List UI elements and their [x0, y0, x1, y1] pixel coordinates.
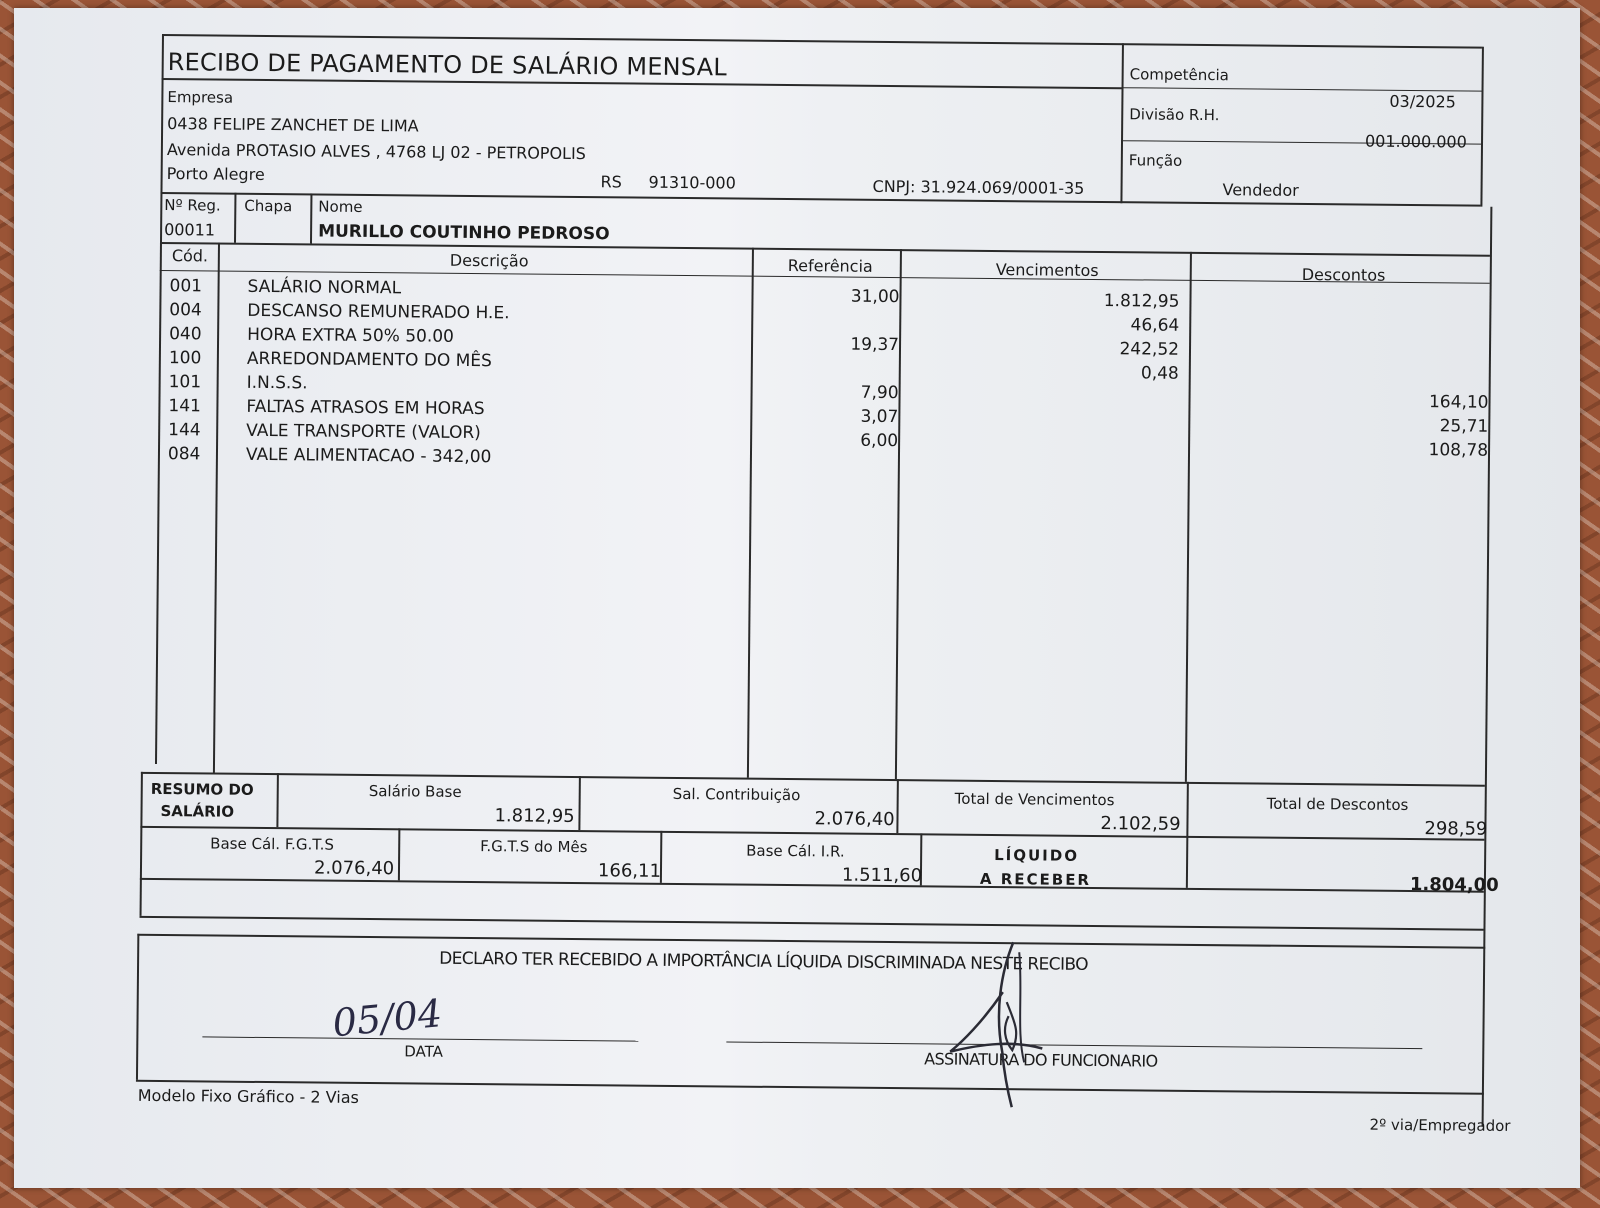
- resumo-label-line1: RESUMO DO: [150, 779, 254, 799]
- empresa-endereco: Avenida PROTASIO ALVES , 4768 LJ 02 - PETROPOLIS: [166, 140, 586, 164]
- liquido-value: 1.804,00: [1409, 874, 1499, 896]
- rule: [310, 193, 312, 243]
- row-descontos: 108,78: [1428, 440, 1489, 461]
- funcionario-nome: MURILLO COUTINHO PEDROSO: [318, 221, 610, 245]
- payslip-paper: [14, 8, 1580, 1188]
- row-referencia: 3,07: [860, 406, 899, 428]
- row-descontos: 25,71: [1439, 416, 1489, 437]
- col-header-descontos: Descontos: [1301, 264, 1386, 285]
- row-descricao: DESCANSO REMUNERADO H.E.: [247, 300, 510, 324]
- row-cod: 084: [167, 444, 201, 465]
- rule: [896, 779, 899, 833]
- empresa-cep: 91310-000: [648, 172, 736, 193]
- funcao-label: Função: [1128, 151, 1183, 170]
- row-descricao: FALTAS ATRASOS EM HORAS: [246, 396, 485, 420]
- rule: [140, 916, 1484, 931]
- chapa-label: Chapa: [244, 196, 293, 216]
- row-referencia: 31,00: [850, 286, 900, 308]
- declaracao-texto: DECLARO TER RECEBIDO A IMPORTÂNCIA LÍQUIDA DISCRIMINADA NESTE RECIBO: [439, 948, 1089, 975]
- total-vencimentos-value: 2.102,59: [1100, 813, 1181, 835]
- row-cod: 101: [168, 372, 202, 393]
- total-descontos-value: 298,59: [1424, 818, 1488, 840]
- base-ir-label: Base Cál. I.R.: [746, 841, 845, 861]
- row-descontos: 164,10: [1428, 392, 1489, 413]
- via-footer: 2º via/Empregador: [1369, 1115, 1511, 1135]
- rule: [137, 934, 1485, 949]
- rule: [160, 242, 1490, 257]
- empresa-label: Empresa: [167, 88, 234, 107]
- rule: [140, 772, 143, 916]
- base-ir-value: 1.511,60: [841, 864, 923, 887]
- row-descricao: VALE TRANSPORTE (VALOR): [246, 420, 481, 444]
- divisao-value: 001.000.000: [1364, 131, 1467, 152]
- rule: [1186, 782, 1189, 888]
- total-vencimentos-label: Total de Vencimentos: [954, 789, 1115, 810]
- row-referencia: 6,00: [860, 430, 899, 452]
- sal-contribuicao-label: Sal. Contribuição: [672, 784, 801, 805]
- rule: [1480, 47, 1484, 207]
- rule: [234, 193, 236, 243]
- row-vencimentos: 242,52: [1119, 339, 1180, 360]
- empresa-nome: 0438 FELIPE ZANCHET DE LIMA: [167, 114, 419, 136]
- row-descricao: HORA EXTRA 50% 50.00: [247, 324, 455, 347]
- row-vencimentos: 0,48: [1140, 363, 1179, 384]
- row-referencia: 7,90: [860, 382, 899, 404]
- rule: [578, 776, 581, 830]
- rule: [162, 34, 1482, 49]
- row-vencimentos: 46,64: [1130, 315, 1180, 336]
- salario-base-value: 1.812,95: [494, 805, 575, 827]
- resumo-label-line2: SALÁRIO: [160, 802, 235, 821]
- col-header-descricao: Descrição: [449, 250, 529, 271]
- rule: [398, 828, 400, 880]
- row-descricao: I.N.S.S.: [246, 372, 308, 394]
- row-referencia: 19,37: [850, 334, 900, 356]
- col-header-cod: Cód.: [171, 246, 209, 266]
- divisao-label: Divisão R.H.: [1129, 105, 1220, 125]
- nreg-value: 00011: [164, 220, 216, 240]
- rule: [140, 878, 1484, 893]
- row-cod: 040: [169, 324, 202, 345]
- base-fgts-label: Base Cál. F.G.T.S: [210, 834, 335, 854]
- fgts-mes-value: 166,11: [597, 860, 662, 882]
- row-cod: 100: [168, 348, 202, 369]
- competencia-value: 03/2025: [1389, 91, 1456, 112]
- data-label: DATA: [404, 1042, 443, 1061]
- competencia-label: Competência: [1129, 65, 1229, 85]
- empresa-cidade: Porto Alegre: [166, 164, 265, 184]
- handwritten-date: 05/04: [330, 991, 444, 1046]
- empresa-uf: RS: [600, 172, 622, 192]
- row-cod: 004: [169, 300, 202, 321]
- col-header-vencimentos: Vencimentos: [995, 260, 1099, 281]
- rule: [276, 773, 279, 827]
- modelo-footer: Modelo Fixo Gráfico - 2 Vias: [137, 1085, 359, 1107]
- row-cod: 144: [168, 420, 201, 441]
- rule: [140, 826, 1484, 841]
- payslip-form: [137, 34, 1540, 1135]
- total-descontos-label: Total de Descontos: [1266, 794, 1409, 814]
- col-header-referencia: Referência: [787, 256, 873, 276]
- sal-contribuicao-value: 2.076,40: [814, 808, 895, 831]
- assinatura-label: ASSINATURA DO FUNCIONARIO: [924, 1049, 1158, 1071]
- data-signature-line: [202, 1036, 638, 1041]
- liquido-label-line1: LÍQUIDO: [994, 846, 1080, 865]
- employee-signature: [942, 932, 1064, 1113]
- rule: [136, 934, 139, 1080]
- empresa-cnpj: CNPJ: 31.924.069/0001-35: [872, 176, 1085, 198]
- row-cod: 001: [169, 276, 203, 297]
- rule: [1122, 87, 1482, 91]
- employee-signature-line: [726, 1041, 1422, 1049]
- salario-base-label: Salário Base: [368, 782, 462, 801]
- row-descricao: ARREDONDAMENTO DO MÊS: [246, 348, 492, 372]
- funcao-value: Vendedor: [1222, 180, 1299, 200]
- fgts-mes-label: F.G.T.S do Mês: [480, 837, 588, 857]
- liquido-label-line2: A RECEBER: [979, 869, 1092, 889]
- row-descricao: VALE ALIMENTACAO - 342,00: [245, 444, 492, 468]
- rule: [1120, 43, 1124, 203]
- document-title: RECIBO DE PAGAMENTO DE SALÁRIO MENSAL: [167, 48, 727, 82]
- nome-label: Nome: [318, 197, 363, 216]
- nreg-label: Nº Reg.: [164, 196, 221, 215]
- row-cod: 141: [168, 396, 201, 417]
- base-fgts-value: 2.076,40: [313, 857, 395, 880]
- row-vencimentos: 1.812,95: [1103, 291, 1180, 312]
- rule: [141, 772, 1485, 787]
- row-descricao: SALÁRIO NORMAL: [247, 276, 402, 299]
